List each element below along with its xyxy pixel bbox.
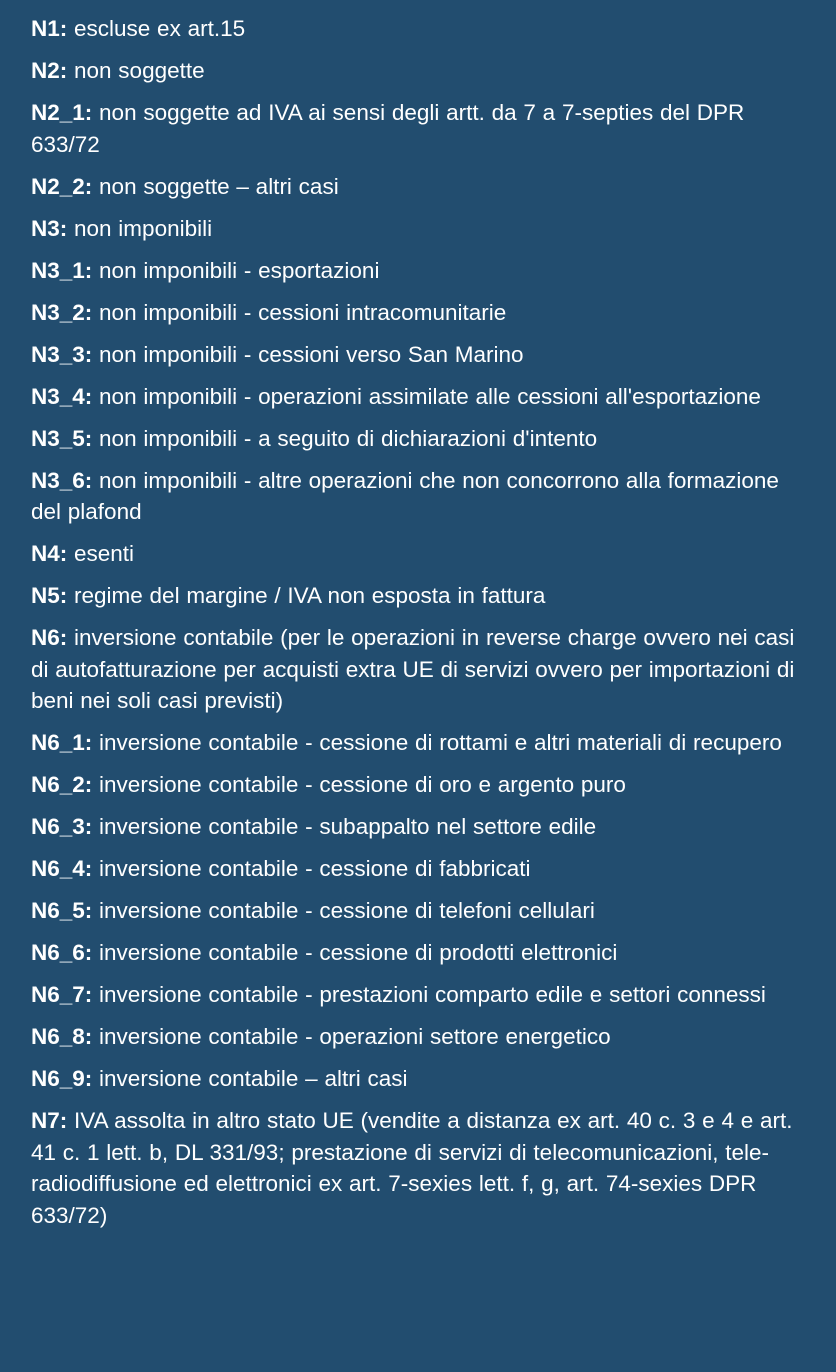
- entry-code: N6_4:: [31, 856, 93, 881]
- entry-description: inversione contabile - cessione di oro e argento puro: [92, 772, 626, 797]
- entry-description: non imponibili: [67, 215, 213, 241]
- list-item-n3-1: [31, 255, 806, 287]
- entry-description: non imponibili - esportazioni: [92, 257, 380, 283]
- list-item-n4: [31, 538, 806, 570]
- entry-description: non soggette: [67, 58, 205, 83]
- entry-code: N3_3:: [31, 341, 93, 367]
- entry-description: esenti: [67, 541, 135, 566]
- entry-code: N6_9:: [31, 1066, 93, 1091]
- entry-description: inversione contabile - subappalto nel settore edile: [92, 814, 597, 839]
- list-item-n6: [31, 622, 806, 717]
- entry-description: non imponibili - altre operazioni che non concorrono alla formazione del plafond: [31, 467, 779, 524]
- entry-description: inversione contabile - cessione di fabbricati: [92, 856, 531, 881]
- entry-code: N6_2:: [31, 772, 93, 797]
- entry-code: N3_4:: [31, 383, 93, 409]
- entry-description: escluse ex art.15: [67, 16, 246, 41]
- entry-description: inversione contabile - operazioni settore energetico: [92, 1024, 611, 1049]
- entry-description: regime del margine / IVA non esposta in fattura: [67, 583, 546, 608]
- entry-code: N3_6:: [31, 467, 93, 493]
- list-item-n3: [31, 213, 806, 245]
- entry-code: N3_2:: [31, 299, 93, 325]
- nature-codes-list: [31, 13, 806, 1231]
- list-item-n1: [31, 13, 806, 45]
- list-item-n6-9: [31, 1063, 806, 1095]
- entry-description: non imponibili - a seguito di dichiarazioni d'intento: [92, 425, 598, 451]
- list-item-n3-4: [31, 381, 806, 413]
- list-item-n6-3: [31, 811, 806, 843]
- entry-code: N3:: [31, 215, 68, 241]
- entry-description: inversione contabile - cessione di rottami e altri materiali di recupero: [92, 730, 782, 755]
- list-item-n3-6: [31, 465, 806, 528]
- entry-code: N6_6:: [31, 940, 93, 965]
- entry-description: inversione contabile - prestazioni comparto edile e settori connessi: [92, 982, 766, 1007]
- list-item-n6-4: [31, 853, 806, 885]
- entry-description: inversione contabile (per le operazioni in reverse charge ovvero nei casi di autofatturazione per acquisti extra UE di servizi ovvero per importazioni di beni nei soli casi previsti): [31, 625, 795, 713]
- list-item-n3-2: [31, 297, 806, 329]
- list-item-n6-1: [31, 727, 806, 759]
- entry-description: non imponibili - cessioni intracomunitarie: [92, 299, 507, 325]
- entry-description: non imponibili - cessioni verso San Marino: [92, 341, 524, 367]
- entry-description: inversione contabile - cessione di prodotti elettronici: [92, 940, 618, 965]
- entry-description: inversione contabile – altri casi: [92, 1066, 408, 1091]
- entry-code: N6_5:: [31, 898, 93, 923]
- list-item-n2: [31, 55, 806, 87]
- list-item-n6-2: [31, 769, 806, 801]
- list-item-n2-2: [31, 171, 806, 203]
- entry-code: N4:: [31, 541, 68, 566]
- entry-code: N5:: [31, 583, 68, 608]
- list-item-n5: [31, 580, 806, 612]
- entry-code: N3_5:: [31, 425, 93, 451]
- list-item-n7: [31, 1105, 806, 1231]
- list-item-n6-7: [31, 979, 806, 1011]
- entry-code: N6_8:: [31, 1024, 93, 1049]
- list-item-n2-1: [31, 97, 806, 160]
- list-item-n6-8: [31, 1021, 806, 1053]
- list-item-n3-3: [31, 339, 806, 371]
- entry-description: IVA assolta in altro stato UE (vendite a distanza ex art. 40 c. 3 e 4 e art. 41 c. 1 lett. b, DL 331/93; prestazione di servizi di telecomunicazioni, tele-radiodiffusione ed elettronici ex art. 7-sexies lett. f, g, art. 74-sexies DPR 633/72): [31, 1108, 793, 1228]
- entry-description: non imponibili - operazioni assimilate alle cessioni all'esportazione: [92, 383, 761, 409]
- entry-code: N2_2:: [31, 173, 93, 199]
- entry-code: N6:: [31, 625, 68, 650]
- list-item-n6-6: [31, 937, 806, 969]
- entry-code: N6_3:: [31, 814, 93, 839]
- entry-description: non soggette ad IVA ai sensi degli artt. da 7 a 7-septies del DPR 633/72: [31, 100, 745, 157]
- entry-code: N1:: [31, 16, 68, 41]
- entry-code: N2_1:: [31, 100, 93, 125]
- list-item-n3-5: [31, 423, 806, 455]
- entry-code: N6_7:: [31, 982, 93, 1007]
- entry-code: N6_1:: [31, 730, 93, 755]
- entry-description: non soggette – altri casi: [92, 173, 339, 199]
- list-item-n6-5: [31, 895, 806, 927]
- entry-code: N2:: [31, 58, 68, 83]
- entry-code: N3_1:: [31, 257, 93, 283]
- entry-code: N7:: [31, 1108, 68, 1133]
- entry-description: inversione contabile - cessione di telefoni cellulari: [92, 898, 595, 923]
